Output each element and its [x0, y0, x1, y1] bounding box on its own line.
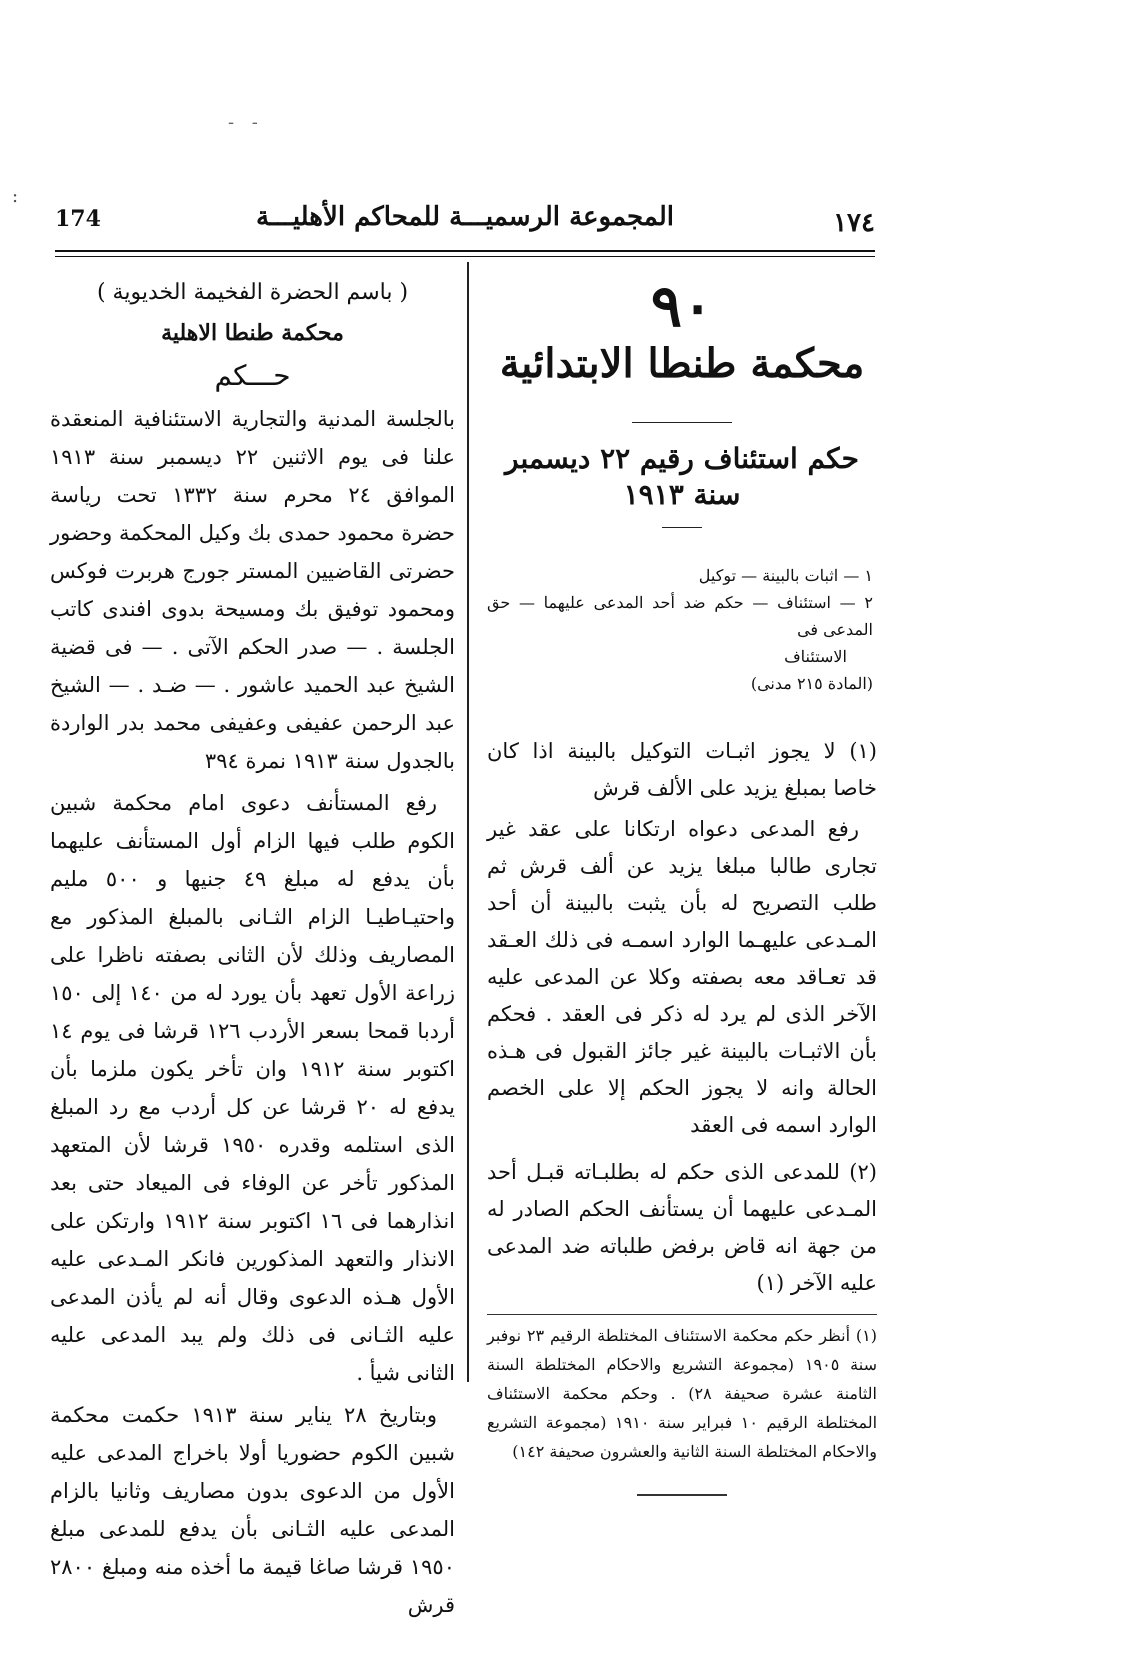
header-rule-bottom [55, 256, 875, 257]
summary-block [487, 562, 877, 697]
scan-specks: - - [228, 112, 264, 133]
title-rule [632, 422, 732, 423]
principle-2: (٢) للمدعى الذى حكم له بطلبـاته قبـل أحد المـدعى عليهما أن يستأنف الحكم الصادر له من جهة انه قاض برفض طلباته ضد المدعى عليه الآخر (١) [487, 1160, 877, 1295]
page-number-arabic: ١٧٤ [833, 208, 875, 238]
judgment-paragraph: وبتاريخ ٢٨ يناير سنة ١٩١٣ حكمت محكمة شبين الكوم حضوريا أولا باخراج المدعى عليه الأول من الدعوى بدون مصاريف وثانيا بالزام المدعى عليه الثـانى بأن يدفع للمدعى مبلغ ١٩٥٠ قرشا صاغا قيمة ما أخذه منه ومبلغ ٢٨٠٠ قرش [50, 1403, 455, 1617]
right-column [487, 272, 877, 1496]
header-rule-top [55, 250, 875, 252]
title-underline [662, 527, 702, 528]
column-divider [467, 262, 469, 1382]
court-name: محكمة طنطا الابتدائية [499, 340, 865, 387]
page-header [55, 190, 875, 240]
running-title: المجموعة الرسميـــة للمحاكم الأهليـــة [256, 202, 674, 232]
facts-paragraph: رفع المستأنف دعوى امام محكمة شبين الكوم طلب فيها الزام أول المستأنف عليهما بأن يدفع له مبلغ ٤٩ جنيها و ٥٠٠ مليم واحتيـاطيـا الزام الثـانى بالمبلغ المذكور مع المصاريف وذلك لأن الثانى بصفته ناظرا على زراعة الأول تعهد بأن يورد له من ١٤٠ إلى ١٥٠ أردبا قمحا بسعر الأردب ١٢٦ قرشا فى يوم ١٤ اكتوبر سنة ١٩١٢ وان تأخر يكون ملزما بأن يدفع له ٢٠ قرشا عن كل أردب مع رد المبلغ الذى استلمه وقدره ١٩٥٠ قرشا لأن المتعهد المذكور تأخر عن الوفاء فى الميعاد حتى بعد انذارهما فى ١٦ اكتوبر سنة ١٩١٢ وارتكن على الانذار والتعهد المذكورين فانكر المـدعى عليه الأول هـذه الدعوى وقال أنه لم يأذن المدعى عليه الثـانى فى ذلك ولم يبد المدعى عليه الثانى شيأ . [50, 791, 456, 1385]
footnote-rule [487, 1314, 877, 1315]
left-column [50, 272, 455, 1624]
court-heading: محكمة طنطا الاهلية [161, 320, 344, 346]
footnote: (١) أنظر حكم محكمة الاستئناف المختلطة الرقيم ٢٣ نوفبر سنة ١٩٠٥ (مجموعة التشريع والاحكام المختلطة السنة الثامنة عشرة صحيفة ٢٨) . وحكم محكمة الاستئناف المختلطة الرقيم ١٠ فبراير سنة ١٩١٠ (مجموعة التشريع والاحكام المختلطة السنة الثانية والعشرون صحيفة ١٤٢) [487, 1326, 878, 1461]
judgment-title: حكم استئناف رقيم ٢٢ ديسمبر سنة ١٩١٣ [505, 442, 859, 511]
paragraph-facts: رفع المدعى دعواه ارتكانا على عقد غير تجارى طالبا مبلغا يزيد عن ألف قرش ثم طلب التصريح له بأن يثبت بالبينة أن أحد المـدعى عليهـما الوارد اسمـه فى ذلك العـقد قد تعـاقد معه بصفته وكلا عن المدعى عليه الآخر الذى لم يرد له ذكر فى العقد . فحكم بأن الاثبـات بالبينة غير جائز القبول فى هـذه الحالة وانه لا يجوز الحكم إلا على الخصم الوارد اسمه فى العقد [487, 817, 877, 1137]
ruling-heading: حـــكم [214, 359, 291, 392]
scan-edge-mark: : [12, 186, 19, 207]
principle-1: (١) لا يجوز اثبـات التوكيل بالبينة اذا كان خاصا بمبلغ يزيد على الألف قرش [487, 739, 877, 800]
page-number-latin: 174 [55, 206, 101, 232]
invocation: ( باسم الحضرة الفخيمة الخديوية ) [96, 280, 409, 305]
end-rule [637, 1494, 727, 1496]
summary-line-1: ١ — اثبات بالبينة — توكيل [698, 566, 873, 585]
session-paragraph: بالجلسة المدنية والتجارية الاستئنافية المنعقدة علنا فى يوم الاثنين ٢٢ ديسمبر سنة ١٩١٣ الموافق ٢٤ محرم سنة ١٣٣٢ تحت رياسة حضرة محمود حمدى بك وكيل المحكمة وحضور حضرتى القاضيين المستر جورج هربرت فوكس ومحمود توفيق بك ومسيحة بدوى افندى كاتب الجلسة . — صدر الحكم الآتى . — فى قضية الشيخ عبد الحميد عاشور . — ضـد . — الشيخ عبد الرحمن عفيفى وعفيفى محمد بدر الواردة بالجدول سنة ١٩١٣ نمرة ٣٩٤ [50, 407, 455, 773]
summary-line-2: ٢ — استئناف — حكم ضد أحد المدعى عليهما — حق المدعى فى [487, 593, 873, 639]
summary-line-2b: الاستئناف [784, 647, 847, 666]
case-number: ٩٠ [650, 272, 714, 340]
summary-line-3: (المادة ٢١٥ مدنى) [750, 674, 873, 693]
